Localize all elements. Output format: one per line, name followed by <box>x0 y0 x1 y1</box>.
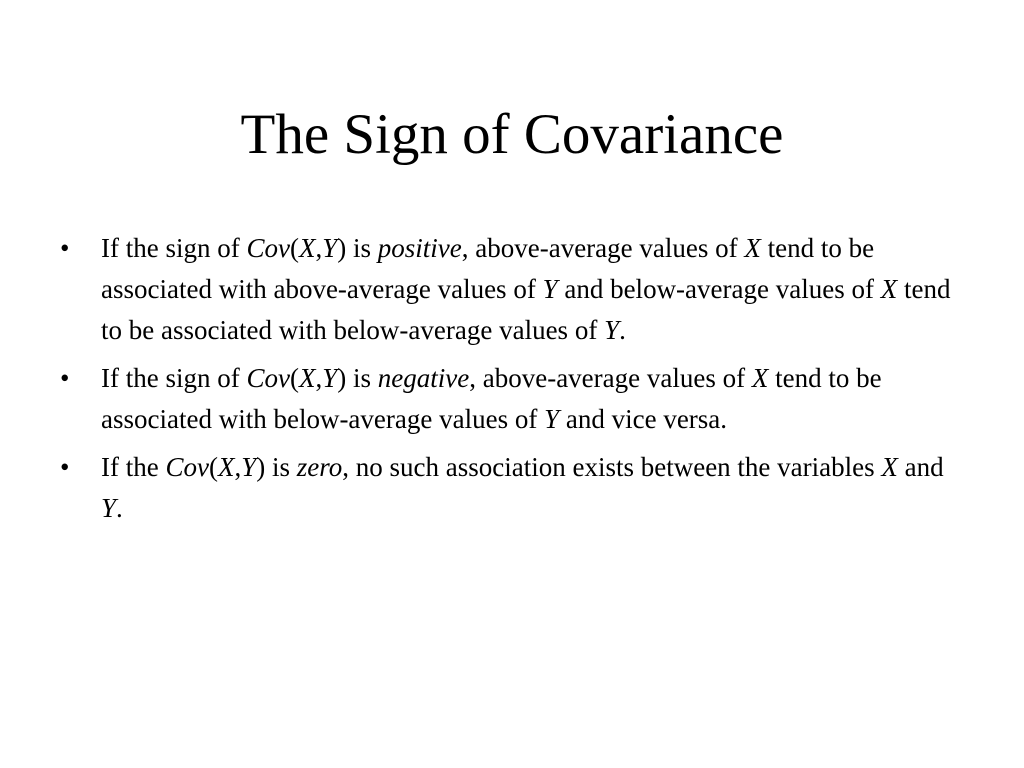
x-variable: X <box>751 363 769 393</box>
text-segment: and <box>897 452 944 482</box>
text-segment: tend to be associated with above-average values of <box>101 233 875 304</box>
bullet-icon: • <box>60 233 70 263</box>
comma: , <box>315 363 323 393</box>
text-segment: If the <box>101 452 166 482</box>
paren-open: ( <box>208 452 218 482</box>
cov-symbol: Cov <box>246 363 290 393</box>
paren-close: ) <box>337 363 347 393</box>
text-segment: If the sign of <box>101 233 247 263</box>
text-segment: is <box>265 452 297 482</box>
paren-close: ) <box>337 233 347 263</box>
text-segment: . <box>619 315 626 345</box>
text-segment: is <box>346 233 378 263</box>
bullet-item-zero <box>60 447 960 529</box>
text-segment: and vice versa. <box>559 404 728 434</box>
cov-symbol: Cov <box>246 233 290 263</box>
text-segment: is <box>346 363 378 393</box>
bullet-item-negative <box>60 358 960 440</box>
text-segment: If the sign of <box>101 363 247 393</box>
sign-word: zero <box>296 452 343 482</box>
x-variable: X <box>881 452 898 482</box>
y-variable: Y <box>544 404 560 434</box>
y-variable: Y <box>101 493 117 523</box>
cov-symbol: Cov <box>165 452 209 482</box>
x-variable: X <box>298 363 316 393</box>
y-variable: Y <box>604 315 620 345</box>
x-variable: X <box>880 274 898 304</box>
comma: , <box>234 452 242 482</box>
text-segment: , no such association exists between the variables <box>342 452 882 482</box>
y-variable: Y <box>322 233 338 263</box>
text-segment: tend to be associated with below-average values of <box>101 363 882 434</box>
bullet-icon: • <box>60 363 70 393</box>
y-variable: Y <box>322 363 338 393</box>
y-variable: Y <box>542 274 558 304</box>
comma: , <box>315 233 323 263</box>
y-variable: Y <box>241 452 257 482</box>
bullet-list <box>60 228 960 536</box>
sign-word: positive <box>377 233 462 263</box>
text-segment: , above-average values of <box>461 233 745 263</box>
sign-word: negative <box>377 363 470 393</box>
bullet-item-positive <box>60 228 960 351</box>
paren-open: ( <box>289 363 299 393</box>
x-variable: X <box>217 452 235 482</box>
slide-title: The Sign of Covariance <box>240 103 784 166</box>
text-segment: . <box>116 493 123 523</box>
text-segment: tend to be associated with below-average values of <box>101 274 951 345</box>
x-variable: X <box>298 233 316 263</box>
x-variable: X <box>744 233 761 263</box>
paren-open: ( <box>289 233 299 263</box>
paren-close: ) <box>256 452 266 482</box>
text-segment: and below-average values of <box>557 274 881 304</box>
text-segment: , above-average values of <box>469 363 752 393</box>
bullet-icon: • <box>60 452 70 482</box>
